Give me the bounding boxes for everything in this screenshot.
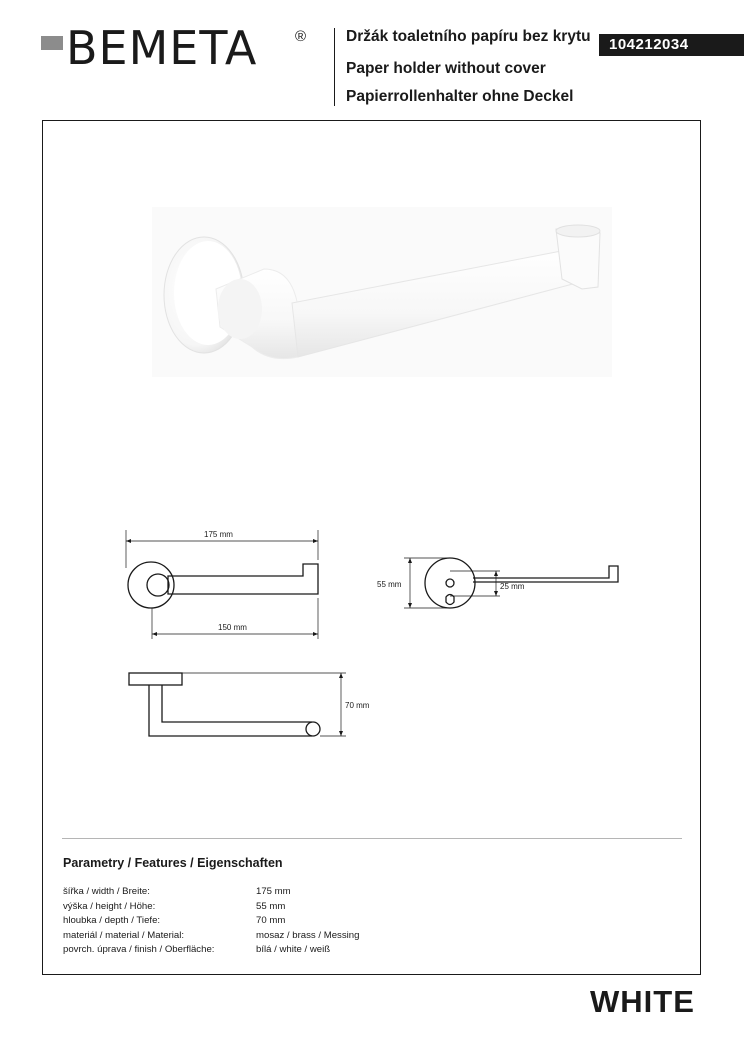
drawing-stroke [425,558,475,608]
drawing-stroke [149,685,312,736]
feature-row [63,914,359,929]
feature-value: 70 mm [256,915,286,927]
registered-mark: ® [295,28,307,45]
top-view-drawing [128,562,318,608]
drawing-stroke [162,685,312,722]
drawing-stroke [313,539,318,543]
drawing-stroke [494,571,498,576]
feature-value: 55 mm [256,900,286,912]
features-table [63,885,359,958]
product-code-badge: 104212034 [599,34,744,56]
feature-label: šířka / width / Breite: [63,886,150,897]
feature-row [63,900,359,915]
drawing-stroke [306,722,320,736]
drawing-stroke [408,603,412,608]
feature-label: výška / height / Höhe: [63,900,156,912]
feature-row [63,929,359,944]
drawing-stroke [446,579,454,587]
dim-label-width: 175 mm [204,530,233,539]
feature-row [63,885,359,900]
bottom-view-drawing [129,673,320,736]
dim-label-inner: 150 mm [218,623,247,632]
feature-row [63,943,359,958]
drawing-stroke [473,566,618,582]
features-divider [62,838,682,839]
drawing-stroke [313,632,318,636]
drawing-stroke [339,731,343,736]
drawing-stroke [494,591,498,596]
title-english: Paper holder without cover [346,60,546,77]
drawing-stroke [147,574,169,596]
feature-value: bílá / white / weiß [256,944,331,956]
drawing-stroke [126,539,498,736]
features-heading: Parametry / Features / Eigenschaften [63,856,283,870]
drawing-stroke [128,558,618,736]
title-german: Papierrollenhalter ohne Deckel [346,88,574,105]
feature-label: povrch. úprava / finish / Oberfläche: [63,944,215,956]
feature-value: mosaz / brass / Messing [256,929,360,941]
feature-label: hloubka / depth / Tiefe: [63,915,161,927]
drawing-stroke [408,558,412,563]
finish-label: WHITE [590,984,695,1019]
drawing-stroke [128,562,174,608]
brand-logo: BEMETA [66,21,258,75]
drawing-stroke [152,632,157,636]
dim-label-hole: 25 mm [500,582,525,591]
feature-value: 175 mm [256,886,291,897]
title-czech: Držák toaletního papíru bez krytu [346,28,591,45]
drawing-stroke [168,564,318,594]
drawing-stroke [129,673,182,685]
drawing-stroke [339,673,343,678]
dim-label-height: 55 mm [377,580,402,589]
feature-label: materiál / material / Material: [63,929,185,941]
drawing-stroke [126,539,131,543]
dim-label-depth: 70 mm [345,701,370,710]
